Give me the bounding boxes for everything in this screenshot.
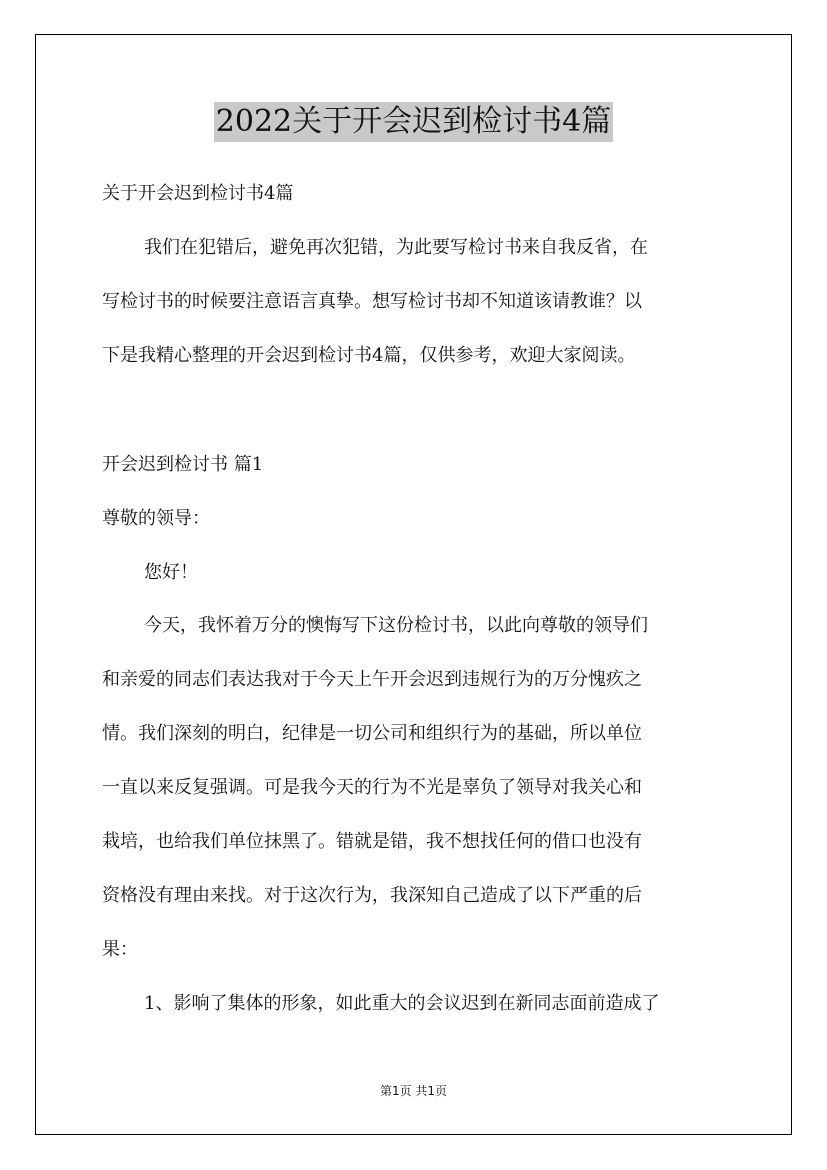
- body-line-2: 和亲爱的同志们表达我对于今天上午开会迟到违规行为的万分愧疚之: [102, 669, 642, 690]
- title-container: [0, 102, 827, 142]
- body-line-3: 情。我们深刻的明白，纪律是一切公司和组织行为的基础，所以单位: [102, 723, 642, 744]
- body-line-4: 一直以来反复强调。可是我今天的行为不光是辜负了领导对我关心和: [102, 777, 642, 798]
- page-number-footer: 第1页 共1页: [379, 1084, 448, 1098]
- list-item-1: 1、影响了集体的形象，如此重大的会议迟到在新同志面前造成了: [144, 993, 660, 1014]
- intro-line-2: 写检讨书的时候要注意语言真挚。想写检讨书却不知道该请教谁？以: [102, 291, 642, 312]
- body-line-7: 果：: [102, 939, 138, 960]
- greeting: 您好！: [144, 562, 198, 583]
- document-subtitle: 关于开会迟到检讨书4篇: [102, 183, 294, 204]
- body-line-6: 资格没有理由来找。对于这次行为，我深知自己造成了以下严重的后: [102, 885, 642, 906]
- section-heading: 开会迟到检讨书 篇1: [102, 454, 264, 475]
- intro-line-1: 我们在犯错后，避免再次犯错，为此要写检讨书来自我反省，在: [144, 237, 648, 258]
- document-title: 2022关于开会迟到检讨书4篇: [214, 102, 613, 142]
- salutation: 尊敬的领导：: [102, 508, 210, 529]
- intro-line-3: 下是我精心整理的开会迟到检讨书4篇，仅供参考，欢迎大家阅读。: [102, 345, 636, 366]
- body-line-5: 栽培，也给我们单位抹黑了。错就是错，我不想找任何的借口也没有: [102, 831, 642, 852]
- body-line-1: 今天，我怀着万分的懊悔写下这份检讨书，以此向尊敬的领导们: [144, 615, 648, 636]
